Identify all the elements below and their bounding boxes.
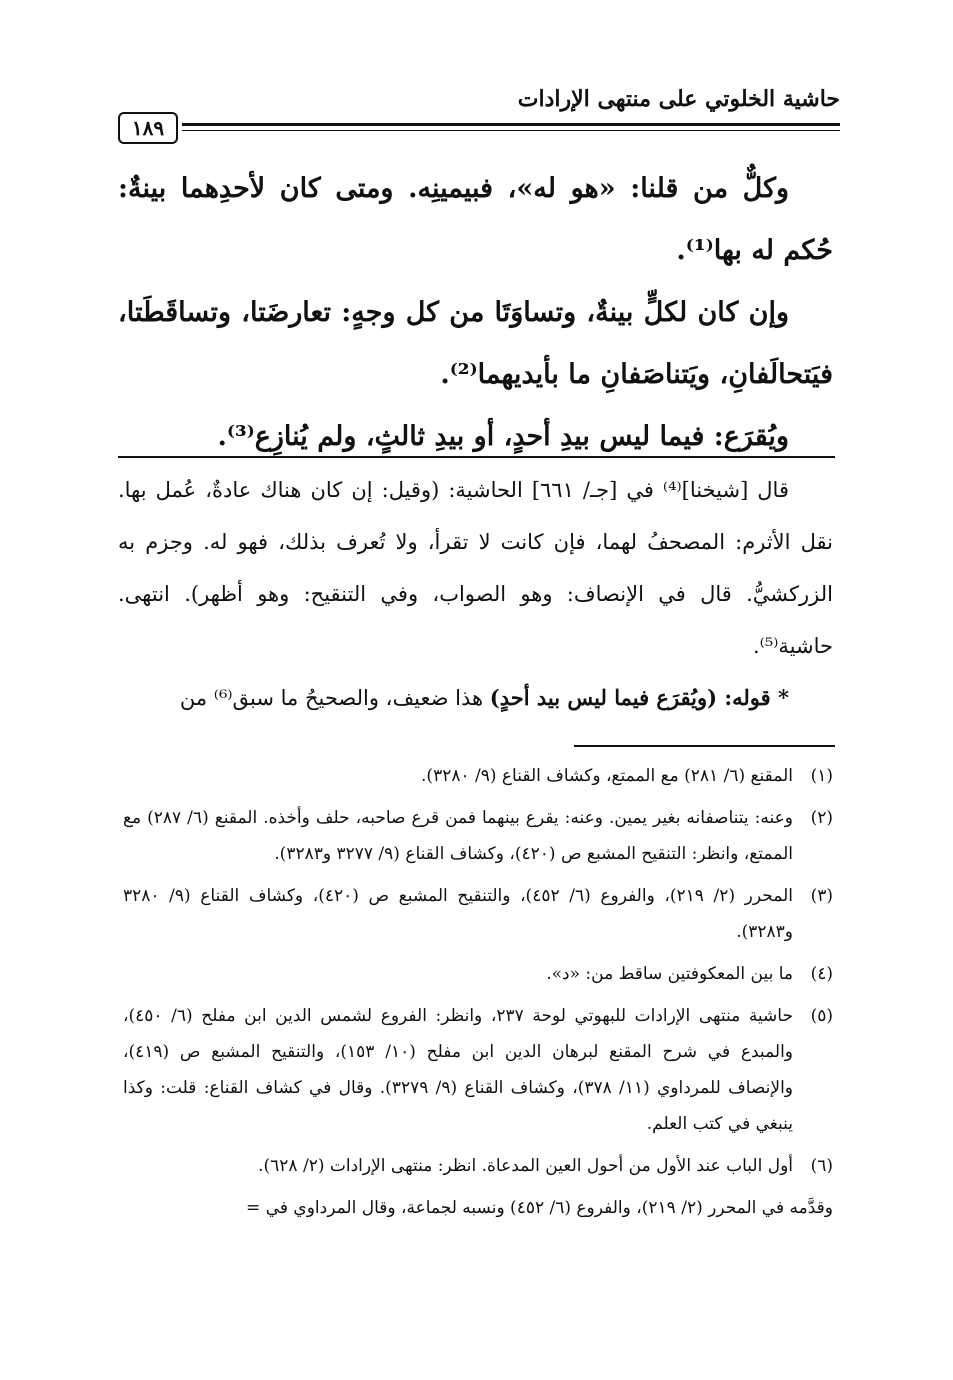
footnotes (123, 758, 833, 1226)
footnote (123, 878, 833, 950)
footnote-number: (٢) (810, 808, 833, 828)
footnote-text: أول الباب عند الأول من أحول العين المدعاة. انظر: منتهى الإرادات (٢/ ٦٢٨). (258, 1156, 793, 1176)
footnote (123, 1148, 833, 1184)
footnote-text: المحرر (٢/ ٢١٩)، والفروع (٦/ ٤٥٢)، والتنقيح المشبع ص (٤٢٠)، وكشاف القناع (٩/ ٣٢٨٠ و٣٢٨٣). (123, 886, 793, 942)
footnote-number: (٥) (810, 1006, 833, 1026)
footnote-continuation: وقدَّمه في المحرر (٢/ ٢١٩)، والفروع (٦/ ٤٥٢) ونسبه لجماعة، وقال المرداوي في = (246, 1198, 833, 1218)
footnote-text: المقنع (٦/ ٢٨١) مع الممتع، وكشاف القناع (٩/ ٣٢٨٠). (421, 766, 793, 786)
footnote (123, 758, 833, 794)
footnote-text: حاشية منتهى الإرادات للبهوتي لوحة ٢٣٧، وانظر: الفروع لشمس الدين ابن مفلح (٦/ ٤٥٠)، والمبدع في شرح المقنع لبرهان الدين ابن مفلح (١٠/ ١٥٣)، والتنقيح المشبع ص (٤١٩)، والإنصاف للمرداوي (١١/ ٣٧٨)، وكشاف القناع (٩/ ٣٢٧٩). وقال في كشاف القناع: قلت: وكذا ينبغي في كتب العلم. (123, 1006, 794, 1134)
footnote-rule (574, 745, 835, 747)
footnote-number: (٦) (810, 1156, 833, 1176)
main-paragraph-3: ويُقرَع: فيما ليس بيدِ أحدٍ، أو بيدِ ثالثٍ، ولم يُنازِع⁽³⁾. (217, 421, 789, 452)
page-number: ١٨٩ (118, 112, 178, 144)
text-divider (118, 456, 835, 458)
header-rule (182, 123, 840, 126)
main-text (118, 158, 833, 468)
commentary-paragraph-2-text: هذا ضعيف، والصحيحُ ما سبق⁽⁶⁾ من (179, 686, 490, 710)
commentary-text (118, 464, 833, 724)
commentary-paragraph-1: قال [شيخنا]⁽⁴⁾ في [جـ/ ٦٦١] الحاشية: (وقيل: إن كان هناك عادةٌ، عُمل بها. نقل الأثرم: المصحفُ لهما، فإن كانت لا تقرأ، ولا تُعرف بذلك، فهو له. وجزم به الزركشيُّ. قال في الإنصاف: وهو الصواب، وفي التنقيح: وهو أظهر). انتهى. حاشية⁽⁵⁾. (118, 478, 833, 658)
quoted-lemma: * قوله: (ويُقرَع فيما ليس بيد أحدٍ) (489, 685, 789, 710)
footnote-number: (١) (810, 766, 833, 786)
commentary-paragraph-2 (118, 672, 833, 724)
footnote-text: ما بين المعكوفتين ساقط من: «د». (546, 964, 793, 984)
main-paragraph-2: وإن كان لكلٍّ بينةٌ، وتساوَتَا من كل وجهٍ: تعارضَتا، وتساقَطَتا، فيَتحالَفانِ، ويَتناصَفانِ ما بأيديهما⁽²⁾. (118, 297, 833, 390)
footnote-number: (٣) (810, 886, 833, 906)
footnote-text: وعنه: يتناصفانه بغير يمين. وعنه: يقرع بينهما فمن قرع صاحبه، حلف وأخذه. المقنع (٦/ ٢٨٧) مع الممتع، وانظر: التنقيح المشبع ص (٤٢٠)، وكشاف القناع (٩/ ٣٢٧٧ و٣٢٨٣). (123, 808, 793, 864)
running-header-title: حاشية الخلوتي على منتهى الإرادات (517, 86, 840, 112)
footnote (123, 998, 833, 1142)
main-paragraph-1: وكلٌّ من قلنا: «هو له»، فبيمينِه. ومتى كان لأحدِهما بينةٌ: حُكم له بها⁽¹⁾. (118, 173, 833, 266)
footnote-number: (٤) (810, 964, 833, 984)
footnote (123, 956, 833, 992)
header-rule-thin (182, 130, 840, 131)
footnote (123, 800, 833, 872)
